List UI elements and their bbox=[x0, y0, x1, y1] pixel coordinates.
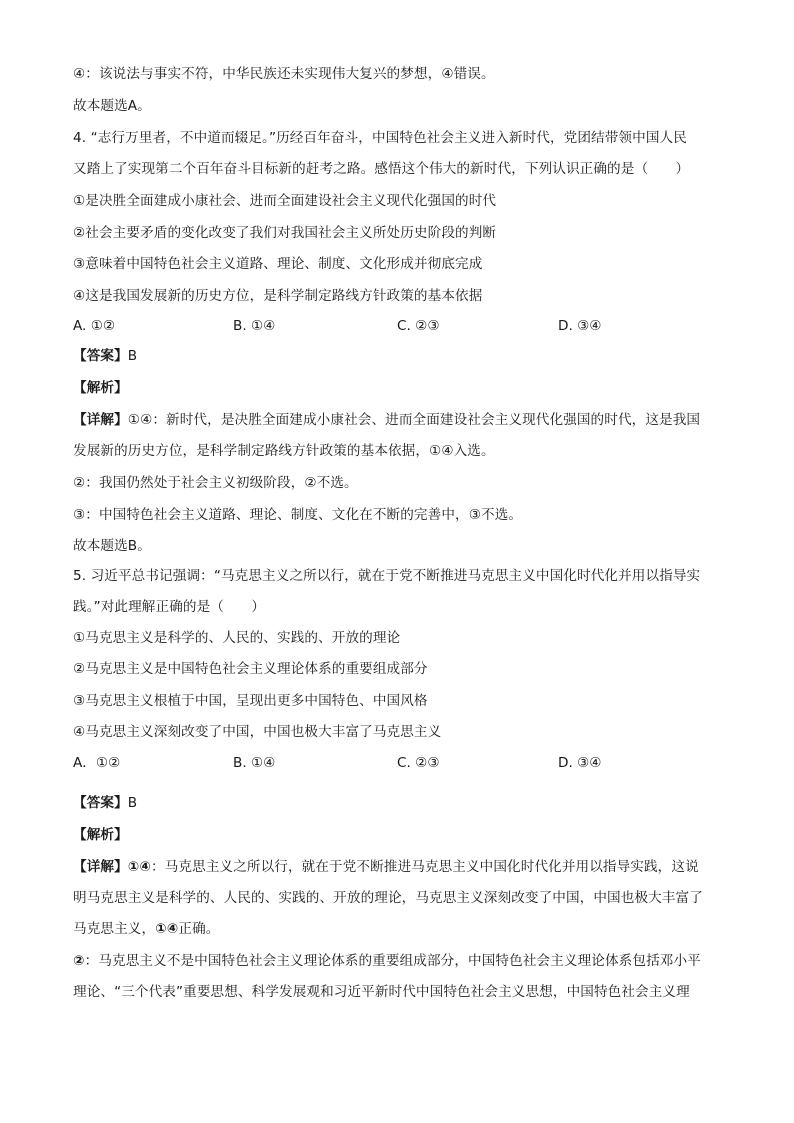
q4-detail-line-5: 故本题选B。 bbox=[73, 538, 151, 554]
q5-stem-line-2: 践。”对此理解正确的是（ ） bbox=[73, 599, 266, 615]
q4-analysis-heading bbox=[73, 378, 734, 398]
q5-detail-line-2: 明马克思主义是科学的、人民的、实践的、开放的理论，马克思主义深刻改变了中国，中国也极大丰富了 bbox=[73, 890, 703, 906]
analysis-tag: 【解析】 bbox=[73, 827, 128, 843]
q5-detail-line-1 bbox=[73, 857, 734, 877]
q4-option-a: A. ①② bbox=[73, 318, 116, 334]
answer-value: B bbox=[127, 348, 138, 364]
detail-text: ：马克思主义不是中国特色社会主义理论体系的重要组成部分，中国特色社会主义理论体系包括邓小平 bbox=[84, 953, 701, 969]
q4-option-c: C. ②③ bbox=[397, 318, 440, 334]
detail-tag: 【详解】 bbox=[73, 412, 128, 428]
q5-stem-line-1: 5. 习近平总书记强调：“马克思主义之所以行，就在于党不断推进马克思主义中国化时代化并用以指导实 bbox=[73, 568, 701, 584]
q4-detail-line-1 bbox=[73, 410, 734, 430]
detail-text-end: 正确。 bbox=[178, 921, 220, 937]
q5-statement-4: ④马克思主义深刻改变了中国，中国也极大丰富了马克思主义 bbox=[73, 724, 442, 740]
detail-text: ①④：新时代，是决胜全面建成小康社会、进而全面建设社会主义现代化强国的时代，这是我国 bbox=[127, 412, 701, 428]
q4-option-b: B. ①④ bbox=[233, 318, 276, 334]
q4-stem-line-1: 4. “志行万里者，不中道而辍足。”历经百年奋斗，中国特色社会主义进入新时代，党团结带领中国人民 bbox=[73, 130, 687, 146]
answer-value: B bbox=[127, 795, 138, 811]
answer-tag: 【答案】 bbox=[73, 795, 128, 811]
conclusion-line: 故本题选A。 bbox=[73, 98, 151, 114]
q4-statement-3: ③意味着中国特色社会主义道路、理论、制度、文化形成并彻底完成 bbox=[73, 256, 483, 272]
q4-statement-4: ④这是我国发展新的历史方位，是科学制定路线方针政策的基本依据 bbox=[73, 288, 483, 304]
q5-statement-1: ①马克思主义是科学的、人民的、实践的、开放的理论 bbox=[73, 630, 401, 646]
q5-detail-line-3 bbox=[73, 919, 734, 939]
q5-analysis-heading bbox=[73, 825, 734, 845]
q5-answer-line bbox=[73, 793, 734, 813]
detail-text: ：马克思主义之所以行，就在于党不断推进马克思主义中国化时代化并用以指导实践，这说 bbox=[151, 859, 699, 875]
q5-option-d: D. ③④ bbox=[558, 755, 602, 771]
q4-detail-line-3: ②：我国仍然处于社会主义初级阶段，②不选。 bbox=[73, 475, 358, 491]
q5-detail-line-5: 理论、“三个代表”重要思想、科学发展观和习近平新时代中国特色社会主义思想，中国特色社会主义理 bbox=[73, 984, 690, 1000]
q4-statement-1: ①是决胜全面建成小康社会、进而全面建设社会主义现代化强国的时代 bbox=[73, 193, 497, 209]
answer-tag: 【答案】 bbox=[73, 348, 128, 364]
q5-option-c: C. ②③ bbox=[397, 755, 440, 771]
q4-detail-line-2: 发展新的历史方位，是科学制定路线方针政策的基本依据，①④入选。 bbox=[73, 443, 495, 459]
detail-tag: 【详解】 bbox=[73, 859, 128, 875]
q5-option-b: B. ①④ bbox=[233, 755, 276, 771]
q4-statement-2: ②社会主要矛盾的变化改变了我们对我国社会主义所处历史阶段的判断 bbox=[73, 225, 497, 241]
q4-option-d: D. ③④ bbox=[558, 318, 602, 334]
detail-mark: ② bbox=[73, 953, 85, 969]
detail-mark: ①④ bbox=[155, 921, 179, 937]
q4-detail-line-4: ③：中国特色社会主义道路、理论、制度、文化在不断的完善中，③不选。 bbox=[73, 507, 523, 523]
q5-detail-line-4 bbox=[73, 951, 734, 971]
q5-statement-2: ②马克思主义是中国特色社会主义理论体系的重要组成部分 bbox=[73, 661, 428, 677]
analysis-line: ④：该说法与事实不符，中华民族还未实现伟大复兴的梦想，④错误。 bbox=[73, 66, 495, 82]
q4-stem-line-2: 又踏上了实现第二个百年奋斗目标新的赶考之路。感悟这个伟大的新时代，下列认识正确的是（ ） bbox=[73, 161, 690, 177]
detail-mark: ①④ bbox=[127, 859, 152, 875]
q5-statement-3: ③马克思主义根植于中国，呈现出更多中国特色、中国风格 bbox=[73, 693, 428, 709]
analysis-tag: 【解析】 bbox=[73, 380, 128, 396]
detail-text: 马克思主义， bbox=[73, 921, 156, 937]
q5-option-a: A．①② bbox=[73, 755, 121, 771]
q4-answer-line bbox=[73, 346, 734, 366]
